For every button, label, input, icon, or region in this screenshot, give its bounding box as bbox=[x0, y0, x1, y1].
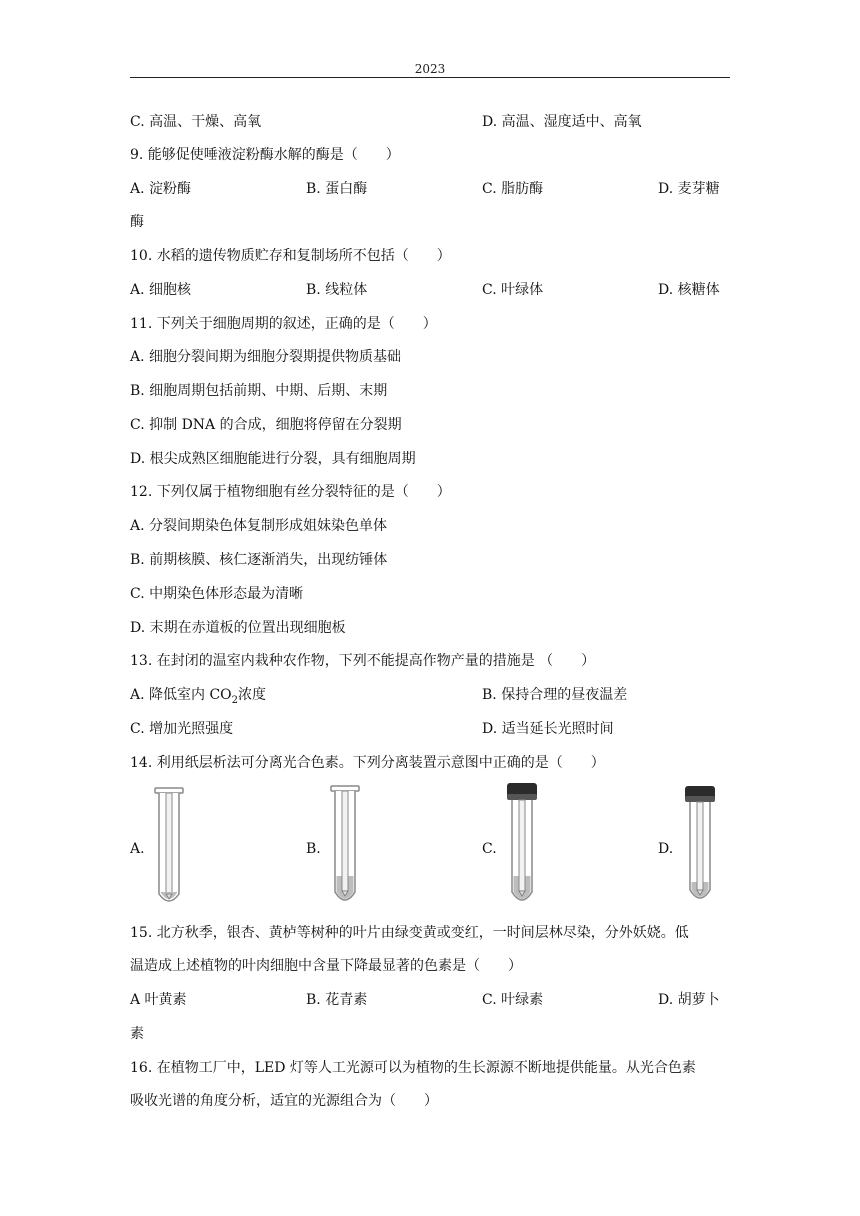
q15-option-c: C. 叶绿素 bbox=[482, 992, 544, 1008]
q10-options bbox=[130, 281, 730, 299]
q10-option-b: B. 线粒体 bbox=[306, 282, 368, 298]
test-tube-a-icon bbox=[152, 780, 186, 912]
test-tube-d-icon bbox=[682, 780, 718, 912]
q8-option-c: C. 高温、干燥、高氧 bbox=[130, 114, 262, 130]
q11-option-a: A. 细胞分裂间期为细胞分裂期提供物质基础 bbox=[130, 349, 402, 365]
q9-stem: 9. 能够促使唾液淀粉酶水解的酶是（ ） bbox=[130, 147, 400, 163]
q9-option-a: A. 淀粉酶 bbox=[130, 181, 192, 197]
q8-option-d: D. 高温、湿度适中、高氧 bbox=[482, 114, 642, 130]
q14-diagram-options bbox=[130, 780, 730, 912]
q13-options-row1 bbox=[130, 686, 730, 704]
q10-option-c: C. 叶绿体 bbox=[482, 282, 544, 298]
q14-label-c: C. bbox=[482, 841, 497, 857]
q9-option-d: D. 麦芽糖 bbox=[658, 181, 720, 197]
q12-option-c: C. 中期染色体形态最为清晰 bbox=[130, 586, 304, 602]
q15-option-d: D. 胡萝卜 bbox=[658, 992, 720, 1008]
q10-option-d: D. 核糖体 bbox=[658, 282, 720, 298]
q13-options-row2 bbox=[130, 720, 730, 738]
q15-option-a: A 叶黄素 bbox=[130, 992, 187, 1008]
header-rule bbox=[130, 77, 730, 78]
q9-option-b: B. 蛋白酶 bbox=[306, 181, 368, 197]
test-tube-b-icon bbox=[328, 780, 362, 912]
q15-stem-line1: 15. 北方秋季，银杏、黄栌等树种的叶片由绿变黄或变红，一时间层林尽染，分外妖娆。低 bbox=[130, 925, 689, 941]
q13-option-a: A. 降低室内 $CO_2$浓度 bbox=[130, 687, 267, 706]
q16-stem-line1: 16. 在植物工厂中，LED 灯等人工光源可以为植物的生长源源不断地提供能量。从光合色素 bbox=[130, 1060, 696, 1076]
q10-option-a: A. 细胞核 bbox=[130, 282, 192, 298]
q11-option-c: C. 抑制 DNA 的合成，细胞将停留在分裂期 bbox=[130, 417, 402, 433]
q13-option-b: B. 保持合理的昼夜温差 bbox=[482, 687, 628, 703]
q13-stem: 13. 在封闭的温室内栽种农作物，下列不能提高作物产量的措施是 （ ） bbox=[130, 653, 596, 669]
q13-option-d: D. 适当延长光照时间 bbox=[482, 721, 614, 737]
q14-label-d: D. bbox=[658, 841, 674, 857]
q15-option-d-continued: 素 bbox=[130, 1026, 144, 1042]
q8-options bbox=[130, 113, 730, 131]
q11-stem: 11. 下列关于细胞周期的叙述，正确的是（ ） bbox=[130, 316, 437, 332]
q12-option-a: A. 分裂间期染色体复制形成姐妹染色单体 bbox=[130, 518, 388, 534]
q9-option-d-continued: 酶 bbox=[130, 214, 144, 230]
q11-option-d: D. 根尖成熟区细胞能进行分裂，具有细胞周期 bbox=[130, 451, 416, 467]
page-header-year: 2023 bbox=[414, 62, 446, 76]
q12-stem: 12. 下列仅属于植物细胞有丝分裂特征的是（ ） bbox=[130, 484, 451, 500]
q15-stem-line2: 温造成上述植物的叶肉细胞中含量下降最显著的色素是（ ） bbox=[130, 958, 522, 974]
q12-option-d: D. 末期在赤道板的位置出现细胞板 bbox=[130, 620, 346, 636]
q9-option-c: C. 脂肪酶 bbox=[482, 181, 544, 197]
q15-options bbox=[130, 991, 730, 1009]
q16-stem-line2: 吸收光谱的角度分析，适宜的光源组合为（ ） bbox=[130, 1093, 438, 1109]
q14-stem: 14. 利用纸层析法可分离光合色素。下列分离装置示意图中正确的是（ ） bbox=[130, 755, 605, 771]
q15-option-b: B. 花青素 bbox=[306, 992, 368, 1008]
q13-option-c: C. 增加光照强度 bbox=[130, 721, 234, 737]
q12-option-b: B. 前期核膜、核仁逐渐消失，出现纺锤体 bbox=[130, 552, 388, 568]
test-tube-c-icon bbox=[504, 780, 540, 912]
q14-label-a: A. bbox=[130, 841, 145, 857]
q9-options bbox=[130, 180, 730, 198]
q10-stem: 10. 水稻的遗传物质贮存和复制场所不包括（ ） bbox=[130, 248, 451, 264]
q11-option-b: B. 细胞周期包括前期、中期、后期、末期 bbox=[130, 383, 388, 399]
q14-label-b: B. bbox=[306, 841, 321, 857]
